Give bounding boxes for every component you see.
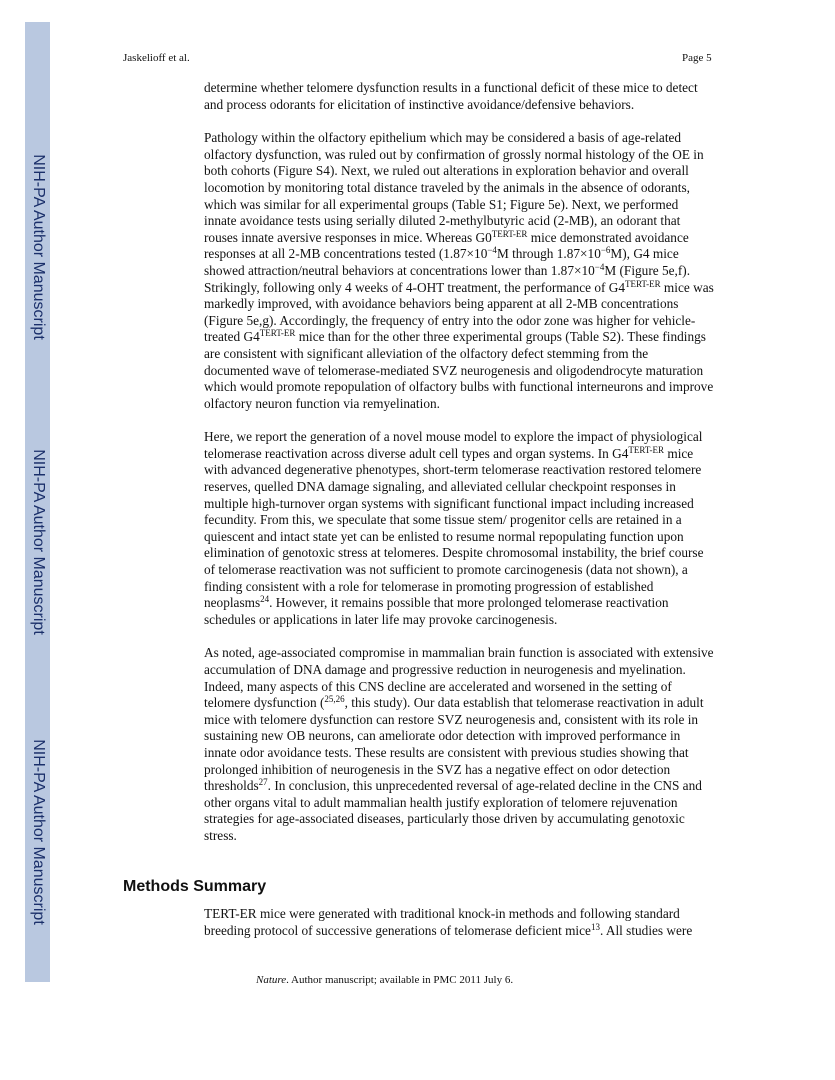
page-number: Page 5	[682, 52, 712, 64]
main-text	[204, 80, 714, 862]
citation-superscript: 13	[590, 921, 600, 932]
text-run: As noted, age-associated compromise in mammalian brain function is associated with extensive accumulation of DNA damage and progressive reduction in neurogenesis and myelination. Indeed, many aspects of this CNS decline are accelerated and worsened in the setting of telomere dysfunction (	[204, 645, 714, 711]
methods-paragraph	[204, 906, 714, 939]
text-run: TERT-ER mice were generated with traditional knock-in methods and following standard breeding protocol of successive generations of telomerase deficient mice	[204, 906, 680, 938]
sidebar-label-2: NIH-PA Author Manuscript	[29, 449, 47, 635]
superscript: −4	[487, 245, 497, 256]
superscript: TERT-ER	[259, 328, 296, 339]
footer-text: . Author manuscript; available in PMC 2011 July 6.	[286, 974, 514, 986]
footer-citation	[256, 974, 513, 986]
superscript: TERT-ER	[628, 444, 665, 455]
text-run: M), G4 mice showed attraction/neutral behaviors at concentrations lower than 1.87×10	[204, 246, 679, 278]
text-run: , this study). Our data establish that telomerase reactivation in adult mice with telomere dysfunction can restore SVZ neurogenesis and, consistent with its role in sustaining new OB neurons, can ameliorate odor detection with improved performance in innate odor avoidance tests. These results are consistent with previous studies showing that prolonged inhibition of neurogenesis in the SVZ has a negative effect on odor detection thresholds	[204, 695, 704, 794]
text-run: M (Figure 5e,f). Strikingly, following only 4 weeks of 4-OHT treatment, the performance of G4	[204, 262, 691, 295]
paragraph-2	[204, 130, 714, 412]
running-head-authors: Jaskelioff et al.	[123, 52, 190, 64]
text-run: Here, we report the generation of a novel mouse model to explore the impact of physiological telomerase reactivation across diverse adult cell types and organ systems. In G4	[204, 429, 703, 461]
superscript: TERT-ER	[624, 278, 661, 289]
nih-sidebar	[25, 22, 50, 982]
text-run: Pathology within the olfactory epithelium which may be considered a basis of age-related olfactory dysfunction, was ruled out by confirmation of grossly normal histology of the OE in both cohorts (Figure S4). Next, we ruled out alterations in exploration behavior and overall locomotion by monitoring total distance traveled by the animals in the absence of odorants, which was similar for all experimental groups (Table S1; Figure 5e). Next, we performed innate avoidance tests using serially diluted 2-methylbutyric acid (2-MB), an odorant that rouses innate aversive responses in mice. Whereas G0	[204, 130, 704, 245]
citation-superscript: 25,26	[324, 694, 345, 705]
text-run: . However, it remains possible that more prolonged telomerase reactivation schedules or applications in later life may provoke carcinogenesis.	[204, 595, 669, 627]
text-run: mice than for the other three experimental groups (Table S2). These findings are consistent with significant alleviation of the olfactory defect stemming from the documented wave of telomerase-mediated SVZ neurogenesis and oligodendrocyte maturation which would promote repopulation of olfactory bulbs with functional interneurons and improve olfactory neuron function via remyelination.	[204, 329, 714, 411]
sidebar-label-3: NIH-PA Author Manuscript	[29, 739, 47, 925]
journal-name: Nature	[256, 974, 287, 986]
citation-superscript: 24	[260, 594, 270, 605]
superscript: −6	[600, 245, 611, 256]
paragraph-3	[204, 429, 714, 628]
paragraph-4	[204, 645, 714, 844]
text-run: mice with advanced degenerative phenotypes, short-term telomerase reactivation restored telomere reserves, quelled DNA damage signaling, and alleviated cellular checkpoint responses in multiple high-turnover organ systems with significant functional impact including increased fecundity. From this, we speculate that some tissue stem/ progenitor cells are retained in a quiescent and intact state yet can be enlisted to resume normal repopulating function upon elimination of genotoxic stress at telomeres. Despite chromosomal instability, the brief course of telomerase reactivation was not sufficient to promote carcinogenesis (data not shown), a finding consistent with a role for telomerase in promoting progression of established neoplasms	[204, 445, 704, 611]
text-run: mice demonstrated avoidance responses at all 2-MB concentrations tested (1.87×10	[204, 229, 689, 262]
text-run: . All studies were	[599, 922, 693, 938]
sidebar-label-1: NIH-PA Author Manuscript	[29, 154, 47, 340]
superscript: −4	[594, 261, 605, 272]
paragraph-1: determine whether telomere dysfunction results in a functional deficit of these mice to detect and process odorants for elicitation of instinctive avoidance/defensive behaviors.	[204, 80, 698, 112]
citation-superscript: 27	[258, 777, 268, 788]
section-heading-methods: Methods Summary	[123, 878, 267, 895]
superscript: TERT-ER	[491, 228, 528, 239]
text-run: mice was markedly improved, with avoidance behaviors being apparent at all 2-MB concentrations (Figure 5e,g). Accordingly, the frequency of entry into the odor zone was higher for vehicle-treated G4	[204, 279, 714, 345]
text-run: M through 1.87×10	[496, 246, 601, 262]
text-run: . In conclusion, this unprecedented reversal of age-related decline in the CNS and other organs vital to adult mammalian health justify exploration of telomere rejuvenation strategies for age-associated diseases, particularly those driven by accumulating genotoxic stress.	[204, 778, 702, 843]
